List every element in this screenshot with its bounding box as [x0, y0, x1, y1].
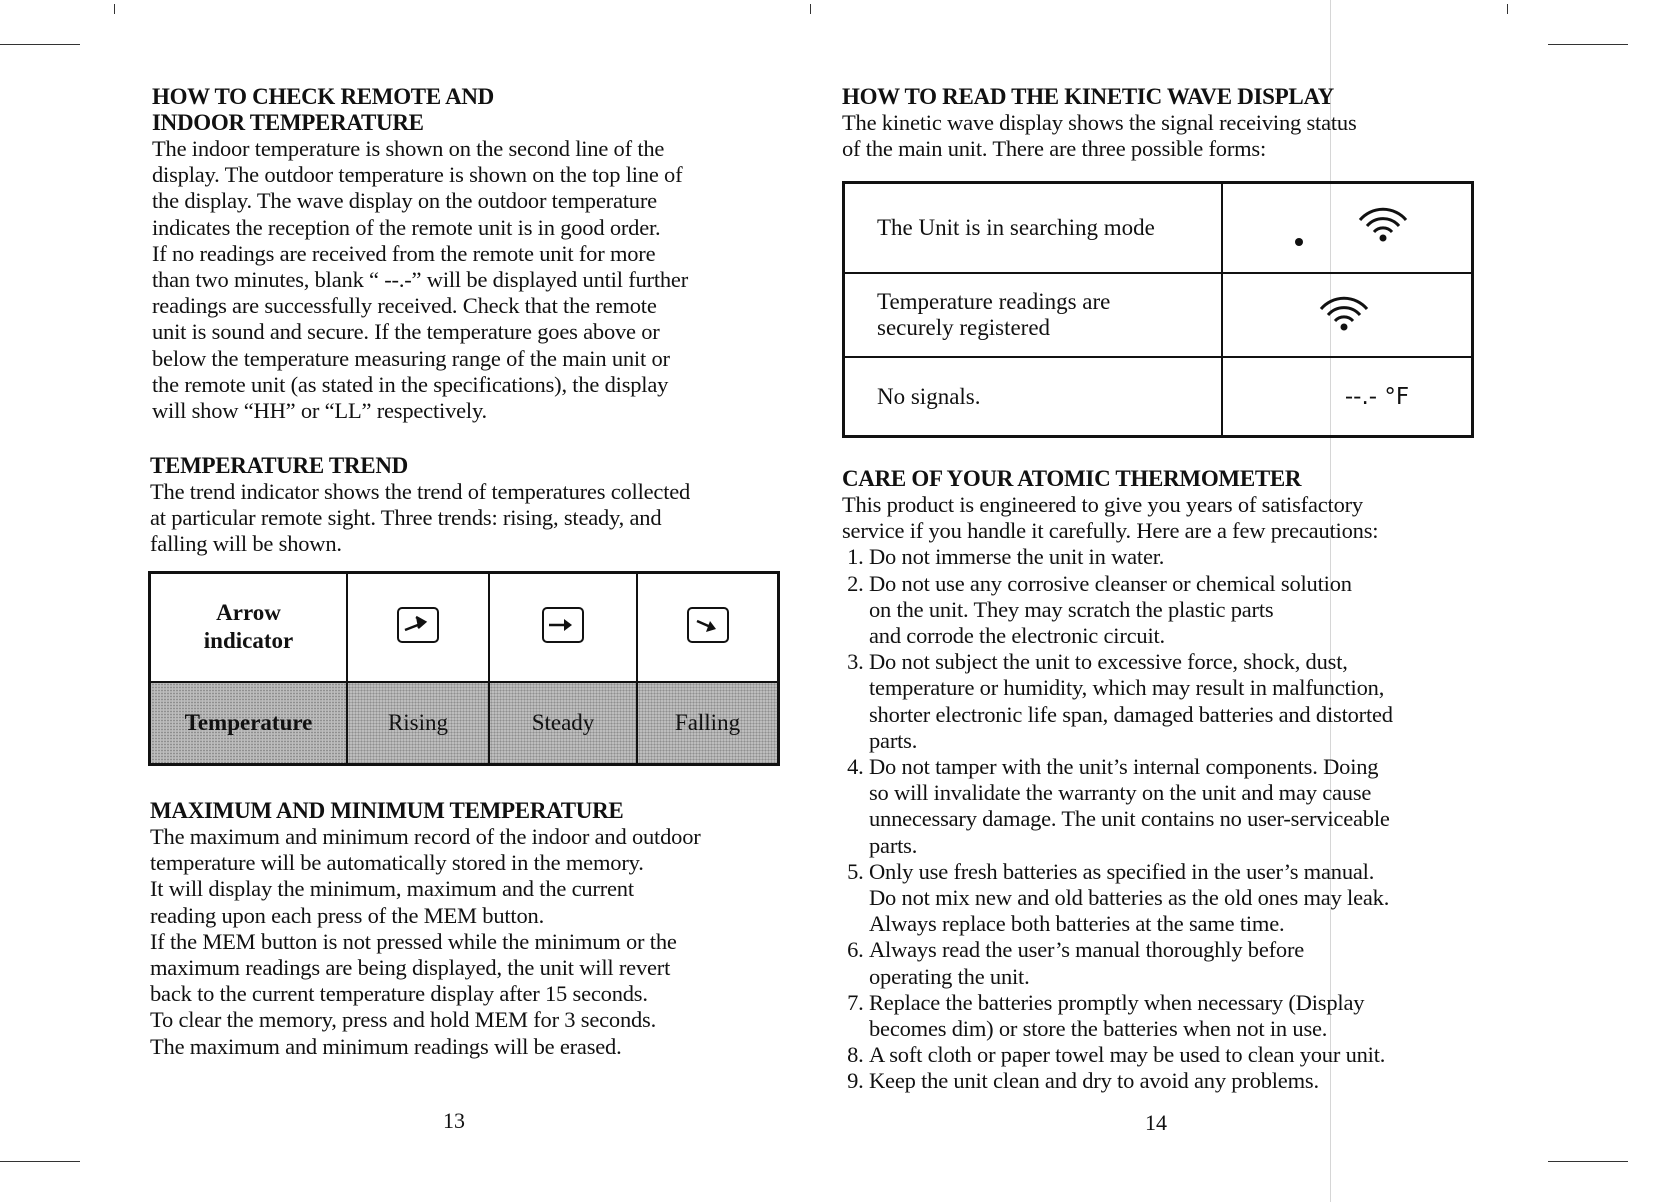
- trend-steady: Steady: [489, 682, 637, 765]
- text-line: on the unit. They may scratch the plastic parts: [869, 596, 1274, 622]
- rising-arrow-cell: [347, 573, 489, 682]
- text-line: parts.: [869, 727, 918, 753]
- row-label-text: Temperature readings are: [877, 289, 1111, 314]
- text-line: Only use fresh batteries as specified in the user’s manual.: [869, 858, 1375, 884]
- full-wave-icon: [1223, 275, 1471, 355]
- text-line: service if you handle it carefully. Here are a few precautions:: [842, 518, 1379, 544]
- list-item: [869, 1068, 1562, 1094]
- trend-table: [148, 571, 780, 766]
- max-min-section: [150, 798, 830, 1060]
- heading-line: INDOOR TEMPERATURE: [152, 110, 424, 135]
- text-line: unnecessary damage. The unit contains no user-serviceable: [869, 806, 1390, 832]
- heading-line: HOW TO CHECK REMOTE AND: [152, 84, 494, 109]
- section-heading: TEMPERATURE TREND: [150, 453, 408, 478]
- temperature-label: Temperature: [184, 709, 313, 735]
- kinetic-wave-section: [842, 84, 1542, 162]
- text-line: at particular remote sight. Three trends: rising, steady, and: [150, 505, 662, 531]
- text-line: temperature will be automatically stored in the memory.: [150, 850, 644, 876]
- text-line: Always replace both batteries at the same time.: [869, 911, 1285, 937]
- text-line: The maximum and minimum readings will be erased.: [150, 1033, 622, 1059]
- wave-symbol-cell: [1222, 357, 1473, 437]
- care-section: [842, 466, 1562, 1095]
- text-line: the remote unit (as stated in the specifications), the display: [152, 371, 669, 397]
- trend-falling: Falling: [637, 682, 779, 765]
- text-line: below the temperature measuring range of the main unit or: [152, 345, 670, 371]
- text-line: indicates the reception of the remote unit is in good order.: [152, 214, 661, 240]
- text-line: Keep the unit clean and dry to avoid any problems.: [869, 1068, 1319, 1094]
- arrow-up-right-icon: [397, 607, 439, 643]
- remote-temperature-section: [152, 84, 812, 424]
- text-line: will show “HH” or “LL” respectively.: [152, 398, 487, 424]
- temperature-row-label: [150, 682, 348, 765]
- section-body: [150, 824, 830, 1060]
- text-line: To clear the memory, press and hold MEM for 3 seconds.: [150, 1007, 657, 1033]
- text-line: reading upon each press of the MEM button.: [150, 902, 545, 928]
- text-line: The trend indicator shows the trend of temperatures collected: [150, 479, 691, 504]
- text-line: maximum readings are being displayed, the unit will revert: [150, 955, 671, 981]
- section-heading: MAXIMUM AND MINIMUM TEMPERATURE: [150, 798, 624, 823]
- row-label-text: The Unit is in searching mode: [877, 215, 1155, 240]
- text-line: Always read the user’s manual thoroughly before: [869, 937, 1305, 963]
- wave-display-table: [842, 181, 1474, 438]
- text-line: It will display the minimum, maximum and the current: [150, 876, 634, 902]
- precautions-list: [842, 544, 1562, 1094]
- steady-arrow-cell: [489, 573, 637, 682]
- section-body: [842, 492, 1562, 544]
- text-line: Do not immerse the unit in water.: [869, 544, 1165, 570]
- list-item: [869, 571, 1562, 650]
- text-line: the display. The wave display on the outdoor temperature: [152, 188, 657, 214]
- arrow-down-right-icon: [687, 607, 729, 643]
- searching-wave-icon: [1223, 186, 1471, 270]
- row-label-text: No signals.: [877, 383, 981, 409]
- page-number: 13: [443, 1108, 465, 1133]
- wave-row-label: [844, 273, 1223, 357]
- list-item: [869, 937, 1562, 989]
- list-item: [869, 754, 1562, 859]
- list-item: [869, 1042, 1562, 1068]
- text-line: falling will be shown.: [150, 531, 342, 557]
- section-heading: CARE OF YOUR ATOMIC THERMOMETER: [842, 466, 1302, 491]
- text-line: so will invalidate the warranty on the unit and may cause: [869, 780, 1372, 806]
- section-heading: [152, 84, 812, 136]
- text-line: Do not mix new and old batteries as the old ones may leak.: [869, 885, 1390, 911]
- text-line: operating the unit.: [869, 963, 1030, 989]
- text-line: The kinetic wave display shows the signal receiving status: [842, 110, 1357, 135]
- wave-row-label: [844, 357, 1223, 437]
- text-line: This product is engineered to give you years of satisfactory: [842, 492, 1363, 517]
- text-line: temperature or humidity, which may result in malfunction,: [869, 675, 1385, 701]
- text-line: If the MEM button is not pressed while the minimum or the: [150, 928, 677, 954]
- text-line: Do not use any corrosive cleanser or chemical solution: [869, 570, 1352, 596]
- text-line: parts.: [869, 832, 918, 858]
- section-body: [152, 136, 812, 424]
- no-signal-readout: --.- °F: [1344, 383, 1410, 410]
- text-line: becomes dim) or store the batteries when not in use.: [869, 1016, 1328, 1042]
- page-number: 14: [1145, 1110, 1167, 1135]
- section-body: [842, 110, 1542, 162]
- text-line: Do not tamper with the unit’s internal components. Doing: [869, 754, 1379, 780]
- list-item: [869, 544, 1562, 570]
- header-line: Arrow: [216, 600, 281, 626]
- wave-symbol-cell: [1222, 183, 1473, 274]
- text-line: display. The outdoor temperature is shown on the top line of: [152, 162, 683, 188]
- wave-row-label: [844, 183, 1223, 274]
- text-line: The maximum and minimum record of the indoor and outdoor: [150, 824, 701, 849]
- arrow-right-icon: [542, 607, 584, 643]
- trend-rising: Rising: [347, 682, 489, 765]
- wave-symbol-cell: [1222, 273, 1473, 357]
- text-line: than two minutes, blank “ --.-” will be displayed until further: [152, 267, 689, 293]
- section-heading: HOW TO READ THE KINETIC WAVE DISPLAY: [842, 84, 1334, 109]
- text-line: Do not subject the unit to excessive force, shock, dust,: [869, 649, 1348, 675]
- text-line: back to the current temperature display after 15 seconds.: [150, 981, 648, 1007]
- header-line: indicator: [203, 628, 294, 654]
- list-item: [869, 649, 1562, 754]
- text-line: The indoor temperature is shown on the second line of the: [152, 136, 665, 161]
- text-line: Replace the batteries promptly when necessary (Display: [869, 989, 1365, 1015]
- text-line: If no readings are received from the remote unit for more: [152, 240, 656, 266]
- text-line: of the main unit. There are three possible forms:: [842, 136, 1267, 162]
- list-item: [869, 990, 1562, 1042]
- text-line: readings are successfully received. Check that the remote: [152, 293, 657, 319]
- list-item: [869, 859, 1562, 938]
- arrow-indicator-header: [150, 573, 348, 682]
- falling-arrow-cell: [637, 573, 779, 682]
- section-body: [150, 479, 810, 558]
- text-line: shorter electronic life span, damaged batteries and distorted: [869, 701, 1393, 727]
- temperature-trend-section: [150, 453, 810, 558]
- text-line: unit is sound and secure. If the temperature goes above or: [152, 319, 660, 345]
- row-label-text: securely registered: [877, 315, 1051, 340]
- text-line: and corrode the electronic circuit.: [869, 623, 1165, 649]
- text-line: A soft cloth or paper towel may be used to clean your unit.: [869, 1042, 1386, 1068]
